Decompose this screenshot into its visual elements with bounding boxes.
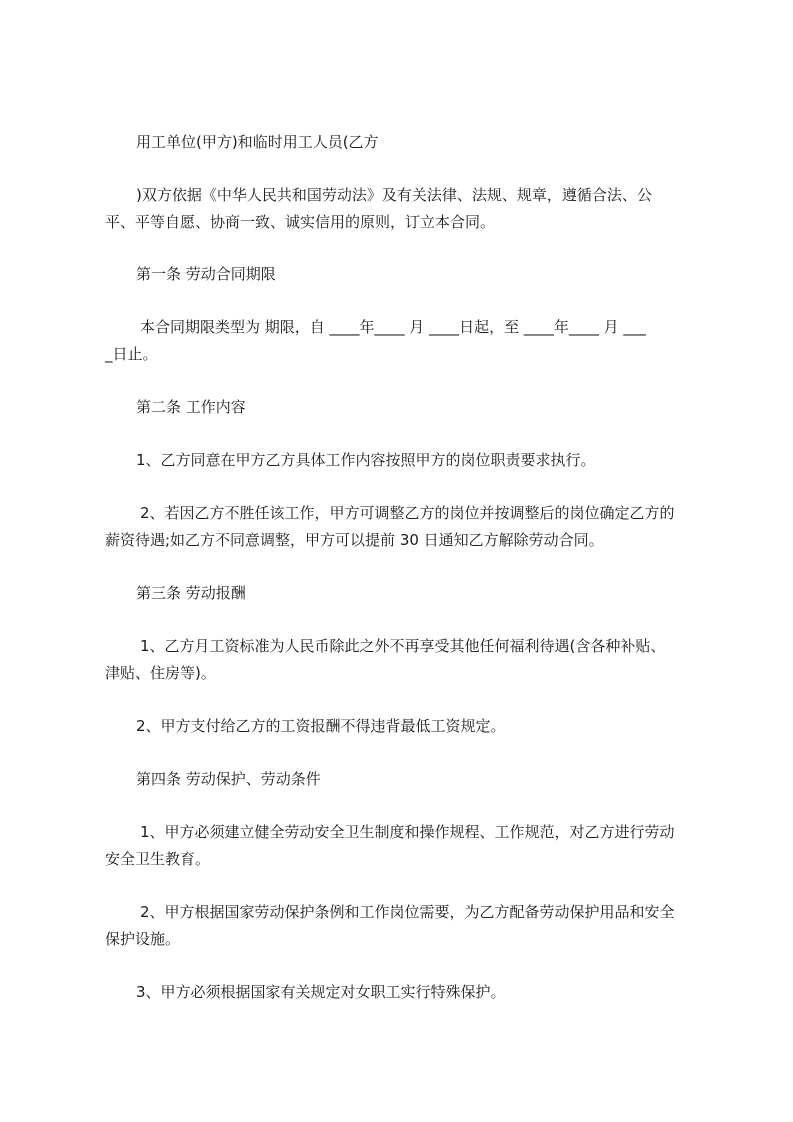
article-4-item-1-line-2: 安全卫生教育。 [105,850,211,868]
article-1-line-1: 本合同期限类型为 期限，自 ____年____ 月 ____日起，至 ____年____ 月 ___ [140,318,646,336]
article-2-item-2-line-1: 2、若因乙方不胜任该工作，甲方可调整乙方的岗位并按调整后的岗位确定乙方的 [140,504,675,522]
article-4-item-2-line-1: 2、甲方根据国家劳动保护条例和工作岗位需要，为乙方配备劳动保护用品和安全 [140,903,675,921]
article-1-title: 第一条 劳动合同期限 [136,265,276,283]
article-4-item-2-line-2: 保护设施。 [105,930,181,948]
intro-line-1: )双方依据《中华人民共和国劳动法》及有关法律、法规、规章，遵循合法、公 [136,186,652,204]
article-3-item-1-line-2: 津贴、住房等)。 [105,664,216,682]
article-3-title: 第三条 劳动报酬 [136,584,246,602]
article-4-item-3: 3、甲方必须根据国家有关规定对女职工实行特殊保护。 [136,983,506,1001]
article-3-item-2: 2、甲方支付给乙方的工资报酬不得违背最低工资规定。 [136,717,506,735]
article-2-item-1: 1、乙方同意在甲方乙方具体工作内容按照甲方的岗位职责要求执行。 [136,451,596,469]
article-4-item-1-line-1: 1、甲方必须建立健全劳动安全卫生制度和操作规程、工作规范，对乙方进行劳动 [140,823,675,841]
article-1-line-2: _日止。 [105,345,158,363]
article-2-item-2-line-2: 薪资待遇;如乙方不同意调整，甲方可以提前 30 日通知乙方解除劳动合同。 [105,531,604,549]
article-3-item-1-line-1: 1、乙方月工资标准为人民币除此之外不再享受其他任何福利待遇(含各种补贴、 [140,637,666,655]
article-2-title: 第二条 工作内容 [136,398,246,416]
parties-line: 用工单位(甲方)和临时用工人员(乙方 [136,133,379,151]
intro-line-2: 平、平等自愿、协商一致、诚实信用的原则，订立本合同。 [105,213,496,231]
article-4-title: 第四条 劳动保护、劳动条件 [136,770,321,788]
